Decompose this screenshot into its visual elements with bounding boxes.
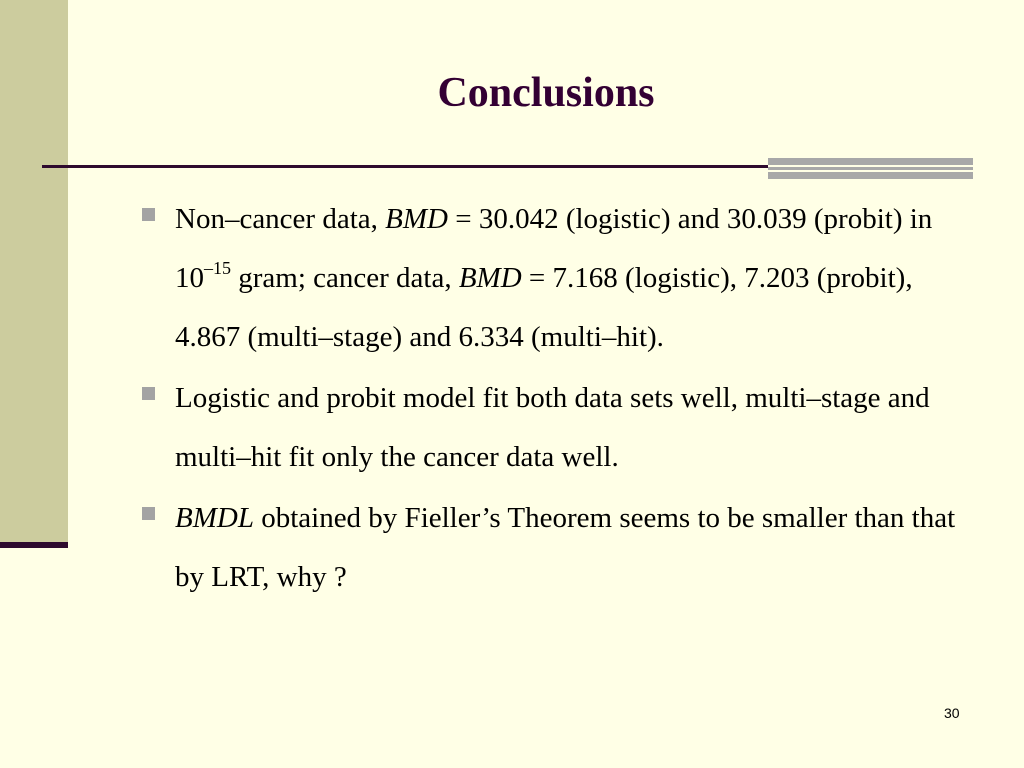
bullet-list — [140, 190, 970, 609]
bullet-item-model-fit — [140, 369, 970, 487]
bmd-term: BMD — [458, 262, 522, 294]
accent-stripe-bottom — [768, 172, 973, 179]
bullet-text — [175, 382, 930, 473]
slide-title: Conclusions — [437, 70, 655, 116]
left-band-divider — [0, 542, 68, 548]
bullet-item-bmd-results — [140, 190, 970, 367]
page-number: 30 — [944, 705, 960, 721]
bmdl-term: BMDL — [175, 502, 254, 534]
bullet-text — [175, 502, 955, 593]
text-segment: obtained by Fieller’s Theorem seems to be smaller than that by LRT, why ? — [175, 502, 956, 593]
bullet-item-bmdl-question — [140, 489, 970, 607]
bmd-term: BMD — [385, 203, 448, 235]
square-bullet-icon — [142, 507, 155, 520]
title-underline-rule — [42, 165, 768, 168]
accent-stripe-middle — [768, 167, 973, 170]
accent-stripe-top — [768, 158, 973, 165]
text-segment: gram; cancer data, — [231, 262, 459, 294]
left-decorative-band — [0, 0, 68, 548]
square-bullet-icon — [142, 208, 155, 221]
text-segment: = 7.168 (logistic), 7.203 (probit), 4.867 (multi–stage) and 6.334 (multi–hit). — [175, 262, 913, 353]
text-segment: Non–cancer data, — [175, 203, 386, 235]
bullet-text — [175, 203, 932, 353]
exponent: –15 — [204, 258, 231, 278]
text-segment: Logistic and probit model fit both data sets well, multi–stage and multi–hit fit only the cancer data well. — [175, 382, 930, 473]
text-segment: = 30.042 (logistic) and 30.039 (probit) in 10 — [175, 203, 933, 294]
square-bullet-icon — [142, 387, 155, 400]
